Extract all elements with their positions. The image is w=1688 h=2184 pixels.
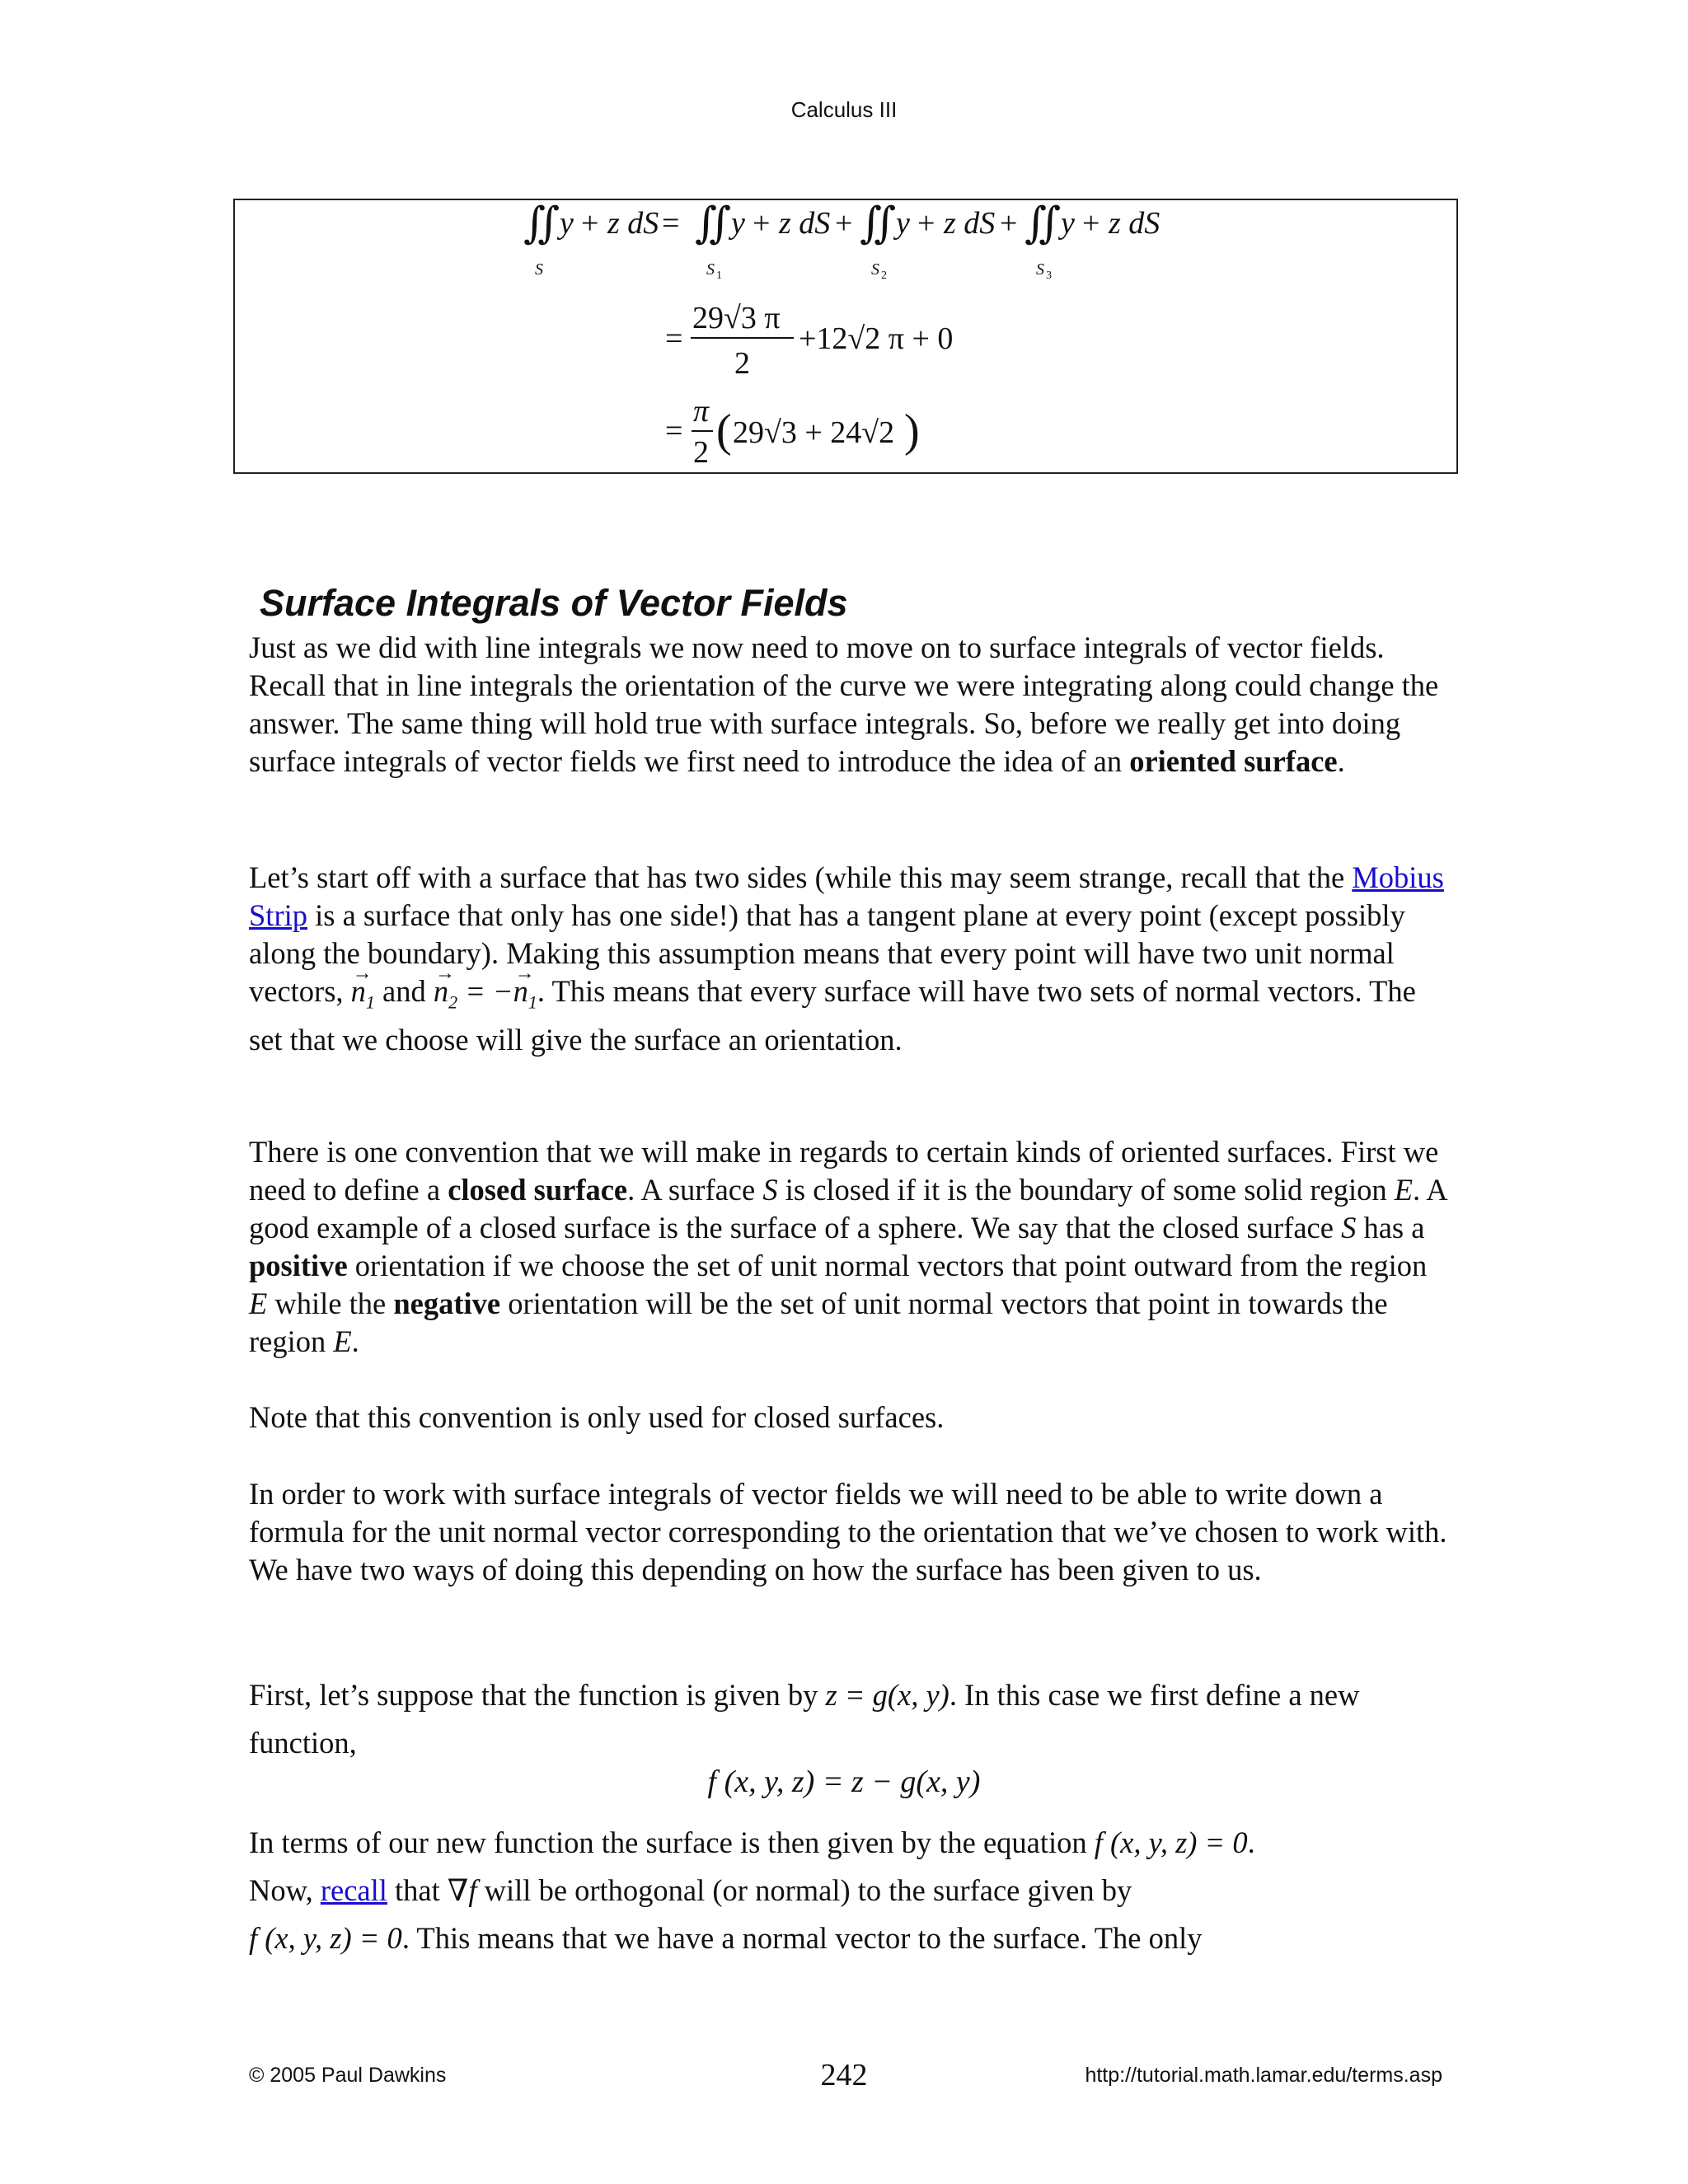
svg-text:29√3 π: 29√3 π	[692, 301, 781, 335]
svg-text:+: +	[835, 206, 853, 241]
svg-text:+: +	[1000, 206, 1018, 241]
term-negative: negative	[393, 1286, 501, 1320]
svg-text:=: =	[665, 414, 683, 448]
svg-text:2: 2	[693, 435, 709, 470]
mobius-strip-link[interactable]: Mobius Strip	[249, 860, 1444, 932]
equation-box	[233, 199, 1458, 474]
term-oriented-surface: oriented surface	[1129, 744, 1338, 778]
svg-text:π: π	[693, 394, 710, 429]
var-e: E	[333, 1324, 352, 1358]
gradient-symbol: ∇f	[447, 1873, 477, 1907]
normal-vector-n2-eq: → $n_2$ = −→ $n_1$	[434, 974, 537, 1008]
text: that	[387, 1873, 448, 1907]
svg-text:=: =	[665, 321, 683, 356]
paragraph-intro	[249, 629, 1452, 780]
paragraph-convention	[249, 1133, 1452, 1361]
inline-equation: f (x, y, z) = 0	[1094, 1825, 1248, 1859]
svg-text:=: =	[662, 206, 680, 241]
text: orientation will be the set of unit normal vectors that point in towards the region	[249, 1286, 1388, 1358]
svg-text:y: y	[896, 206, 910, 241]
paragraph-note: Note that this convention is only used for closed surfaces.	[249, 1400, 945, 1434]
inline-equation: z = g(x, y)	[825, 1678, 950, 1712]
svg-text:2: 2	[734, 346, 750, 381]
text: .	[1247, 1825, 1255, 1859]
var-e: E	[1394, 1173, 1414, 1207]
svg-text:z dS: z dS	[607, 206, 659, 241]
svg-text:y: y	[1061, 206, 1075, 241]
paragraph-two-sides	[249, 859, 1452, 1059]
footer-url: http://tutorial.math.lamar.edu/terms.asp	[1085, 2064, 1442, 2087]
svg-text:∬: ∬	[860, 200, 897, 247]
text: . This means that we have a normal vector to the surface. The only	[401, 1921, 1203, 1955]
svg-text:2: 2	[881, 269, 887, 282]
text: will be orthogonal (or normal) to the surface given by	[476, 1873, 1132, 1907]
equation-line-3	[665, 394, 920, 470]
text: In terms of our new function the surface is then given by the equation	[249, 1825, 1095, 1859]
svg-text:∬: ∬	[695, 200, 732, 247]
svg-text:S: S	[1036, 260, 1044, 279]
svg-text:+: +	[753, 206, 771, 241]
text: . This means that every surface will have two sets of normal vectors. The set that we choose will give the surface an orientation.	[249, 974, 1416, 1057]
var-s: S	[762, 1173, 778, 1207]
text: . A good example of a closed surface is the surface of a sphere. We say that the closed surface	[249, 1173, 1447, 1244]
svg-text:+12√2 π + 0: +12√2 π + 0	[799, 321, 954, 356]
page-header: Calculus III	[790, 97, 898, 122]
text: . In this case we first define a new function,	[249, 1678, 1360, 1760]
equation-line-2	[665, 301, 953, 381]
svg-text:1: 1	[716, 269, 722, 282]
text: First, let’s suppose that the function is given by	[249, 1678, 826, 1712]
text: and	[374, 974, 434, 1008]
text: Just as we did with line integrals we now need to move on to surface integrals of vector fields. Recall that in line integrals the orientation of the curve we were integrating along could change the answer. The same thing will hold true with surface integrals. So, before we really get into doing surface integrals of vector fields we first need to introduce the idea of an	[249, 630, 1439, 778]
equation-line-1	[523, 200, 1160, 282]
text: is a surface that only has one side!) that has a tangent plane at every point (except possibly along the boundary). Making this assumption means that every point will have two unit normal vectors,	[249, 898, 1405, 1008]
paragraph-gradient	[249, 1819, 1452, 1962]
svg-text:S: S	[535, 260, 543, 279]
recall-link[interactable]: recall	[320, 1873, 387, 1907]
svg-text:+: +	[1082, 206, 1100, 241]
svg-text:z dS: z dS	[779, 206, 831, 241]
svg-text:): )	[904, 405, 920, 457]
term-closed-surface: closed surface	[448, 1173, 628, 1207]
text: .	[351, 1324, 359, 1358]
paragraph-first-case	[249, 1671, 1452, 1767]
svg-text:+: +	[917, 206, 935, 241]
text: Now,	[249, 1873, 321, 1907]
svg-text:S: S	[706, 260, 715, 279]
text: . A surface	[627, 1173, 763, 1207]
paragraph-unit-normal: In order to work with surface integrals of vector fields we will need to be able to write down a formula for the unit normal vector corresponding to the orientation that we’ve chosen to work with. We have two ways of doing this depending on how the surface has been given to us.	[249, 1477, 1447, 1586]
text: .	[1337, 744, 1345, 778]
svg-text:29√3 + 24√2: 29√3 + 24√2	[733, 415, 895, 450]
text: is closed if it is the boundary of some solid region	[777, 1173, 1395, 1207]
equation-box-math	[235, 200, 1460, 476]
svg-text:∬: ∬	[1025, 200, 1062, 247]
footer-copyright: © 2005 Paul Dawkins	[249, 2064, 447, 2087]
var-s: S	[1341, 1211, 1357, 1244]
section-heading: Surface Integrals of Vector Fields	[260, 582, 848, 624]
svg-text:y: y	[560, 206, 574, 241]
text: has a	[1356, 1211, 1425, 1244]
text: Let’s start off with a surface that has two sides (while this may seem strange, recall that the	[249, 860, 1353, 894]
text: orientation if we choose the set of unit normal vectors that point outward from the region	[347, 1249, 1428, 1282]
svg-text:z dS: z dS	[944, 206, 996, 241]
inline-equation: f (x, y, z) = 0	[249, 1921, 402, 1955]
page-number: 242	[820, 2058, 868, 2093]
svg-text:y: y	[731, 206, 745, 241]
term-positive: positive	[249, 1249, 348, 1282]
svg-text:(: (	[716, 405, 732, 457]
display-equation: f (x, y, z) = z − g(x, y)	[707, 1765, 981, 1799]
var-e: E	[249, 1286, 268, 1320]
normal-vector-n1: → $n_1$	[351, 974, 375, 1008]
svg-text:∬: ∬	[523, 200, 560, 247]
svg-text:+: +	[581, 206, 599, 241]
svg-text:3: 3	[1046, 269, 1052, 282]
text: There is one convention that we will make in regards to certain kinds of oriented surfaces. First we need to define a	[249, 1135, 1439, 1207]
svg-text:z dS: z dS	[1109, 206, 1160, 241]
text: while the	[267, 1286, 394, 1320]
svg-text:S: S	[871, 260, 879, 279]
